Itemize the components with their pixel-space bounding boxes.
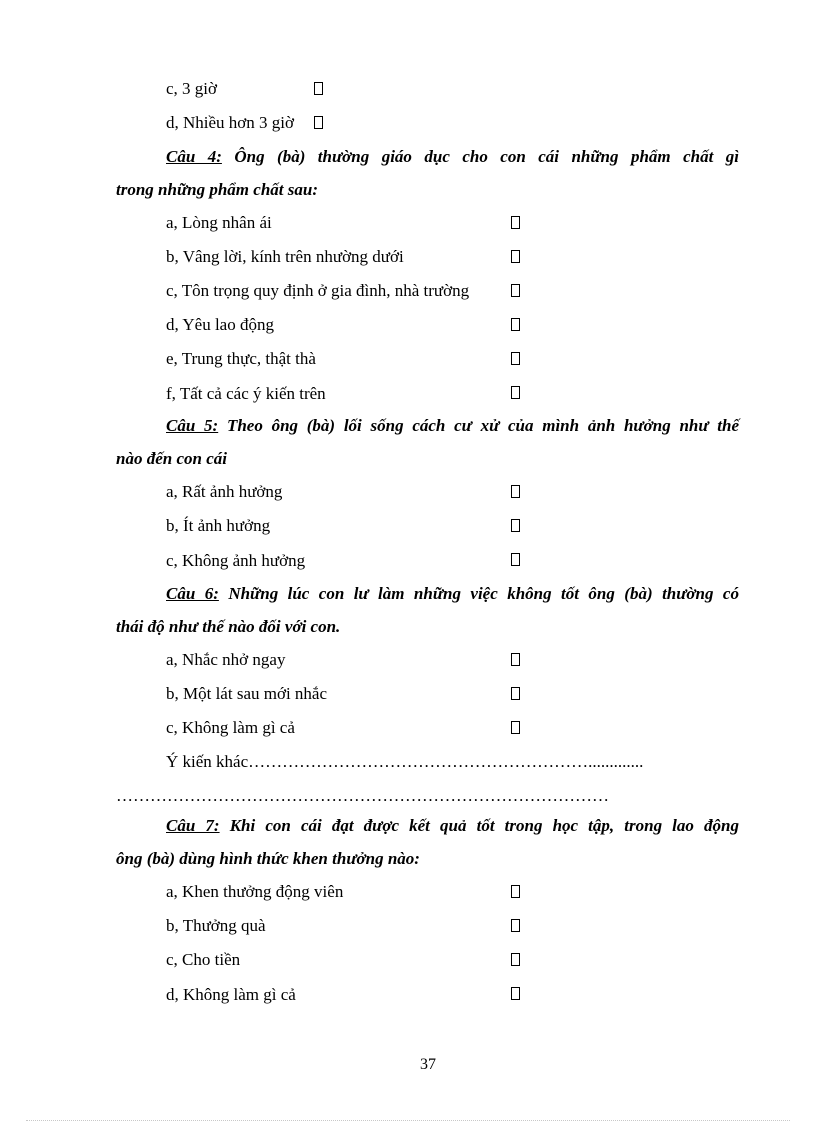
q7-checkbox-b[interactable]: [511, 919, 520, 932]
option-3-hours: c, 3 giờ: [166, 79, 218, 98]
q6-checkbox-a[interactable]: [511, 653, 520, 666]
q4-option-a: a, Lòng nhân ái: [166, 213, 272, 232]
option-more-than-3-hours: d, Nhiều hơn 3 giờ: [166, 113, 294, 132]
question-7-line1: Câu 7: Khi con cái đạt được kết quả tốt trong học tập, trong lao động: [166, 816, 739, 835]
q6-other-dots-line2[interactable]: ……………………………………………………………………………: [116, 786, 609, 805]
checkbox-more-than-3-hours[interactable]: [314, 116, 323, 129]
question-5-line2: nào đến con cái: [116, 449, 227, 468]
q6-option-a: a, Nhắc nhở ngay: [166, 650, 286, 669]
q4-option-b: b, Vâng lời, kính trên nhường dưới: [166, 247, 404, 266]
checkbox-3-hours[interactable]: [314, 82, 323, 95]
q4-option-f: f, Tất cả các ý kiến trên: [166, 384, 326, 403]
question-7-line2: ông (bà) dùng hình thức khen thưởng nào:: [116, 849, 420, 868]
question-4-line2: trong những phẩm chất sau:: [116, 180, 318, 199]
q5-checkbox-a[interactable]: [511, 485, 520, 498]
q7-checkbox-a[interactable]: [511, 885, 520, 898]
q6-option-c: c, Không làm gì cả: [166, 718, 295, 737]
q7-option-a: a, Khen thưởng động viên: [166, 882, 344, 901]
q4-checkbox-b[interactable]: [511, 250, 520, 263]
q5-option-a: a, Rất ảnh hưởng: [166, 482, 283, 501]
q6-other-opinion: [166, 752, 643, 772]
q4-checkbox-c[interactable]: [511, 284, 520, 297]
question-5-line1: Câu 5: Theo ông (bà) lối sống cách cư xử của mình ảnh hưởng như thế: [166, 416, 739, 435]
q4-option-c: c, Tôn trọng quy định ở gia đình, nhà trường: [166, 281, 470, 300]
q6-checkbox-b[interactable]: [511, 687, 520, 700]
q5-checkbox-b[interactable]: [511, 519, 520, 532]
q4-option-e: e, Trung thực, thật thà: [166, 349, 316, 368]
q4-checkbox-f[interactable]: [511, 386, 520, 399]
q6-checkbox-c[interactable]: [511, 721, 520, 734]
question-4-line1: Câu 4: Ông (bà) thường giáo dục cho con cái những phẩm chất gì: [166, 147, 739, 166]
q6-option-b: b, Một lát sau mới nhắc: [166, 684, 328, 703]
q6-other-dots[interactable]: …………………………………………………….............: [248, 752, 644, 771]
q4-option-d: d, Yêu lao động: [166, 315, 274, 334]
q5-option-c: c, Không ảnh hưởng: [166, 551, 306, 570]
q7-option-d: d, Không làm gì cả: [166, 985, 296, 1004]
question-6-line1: Câu 6: Những lúc con lư làm những việc không tốt ông (bà) thường có: [166, 584, 739, 603]
page-bottom-divider: [26, 1120, 790, 1121]
q4-checkbox-a[interactable]: [511, 216, 520, 229]
q7-option-b: b, Thưởng quà: [166, 916, 266, 935]
q4-checkbox-d[interactable]: [511, 318, 520, 331]
q4-checkbox-e[interactable]: [511, 352, 520, 365]
q7-option-c: c, Cho tiền: [166, 950, 241, 969]
q7-checkbox-c[interactable]: [511, 953, 520, 966]
question-7-label: Câu 7:: [166, 816, 220, 835]
q5-checkbox-c[interactable]: [511, 553, 520, 566]
question-6-line2: thái độ như thế nào đối với con.: [116, 617, 341, 636]
q6-other-label: Ý kiến khác: [166, 752, 249, 771]
question-5-label: Câu 5:: [166, 416, 219, 435]
page-number: 37: [420, 1056, 436, 1073]
q7-checkbox-d[interactable]: [511, 987, 520, 1000]
q5-option-b: b, Ít ảnh hưởng: [166, 516, 271, 535]
question-6-label: Câu 6:: [166, 584, 219, 603]
question-4-label: Câu 4:: [166, 147, 222, 166]
